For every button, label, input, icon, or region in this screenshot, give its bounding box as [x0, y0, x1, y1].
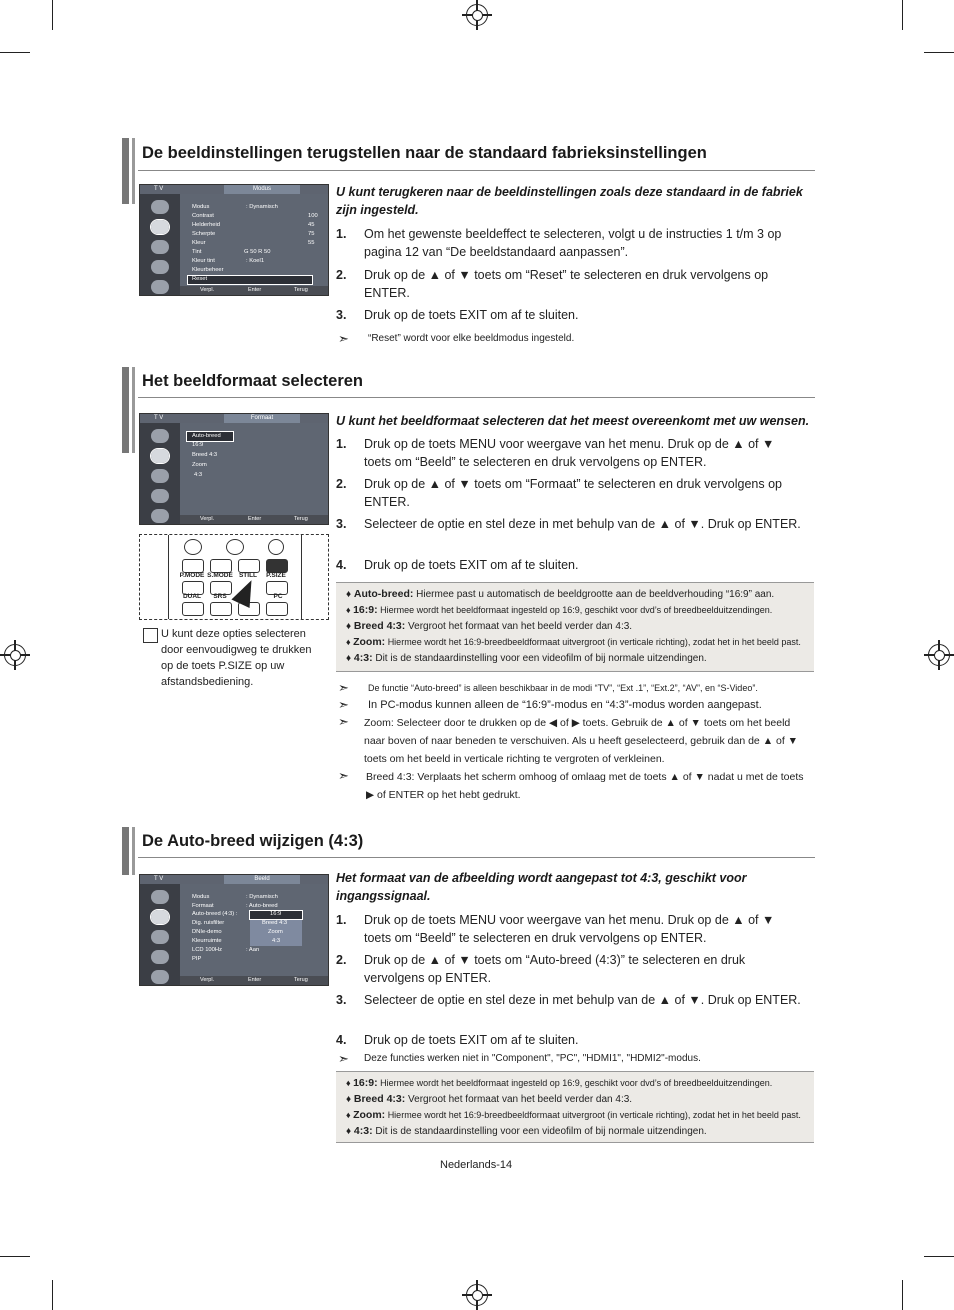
channel-icon: [151, 260, 169, 274]
remote-button-icon: [226, 539, 244, 555]
section-bar: [122, 367, 129, 453]
menu-row: Breed 4:3: [192, 452, 218, 458]
section-bar: [132, 138, 135, 204]
menu-row: Contrast 100: [192, 213, 318, 219]
remote-label: P.SIZE: [266, 572, 286, 579]
sound-icon: [151, 930, 169, 944]
note-arrow-icon: ➣: [338, 768, 349, 783]
menu-footer-enter: Enter: [248, 516, 262, 522]
remote-label: STILL: [238, 572, 258, 579]
still-button-icon: [238, 559, 260, 573]
menu-row: LCD 100Hz : Aan: [192, 947, 260, 953]
remote-label: S.MODE: [207, 572, 233, 579]
option-item: ♦ 4:3: Dit is de standaardinstelling voor een videofilm of bij normale uitzendingen.: [346, 652, 707, 664]
remote-control-illustration: [139, 534, 329, 620]
note-arrow-icon: ➣: [338, 680, 349, 695]
registration-mark-icon: [4, 644, 26, 666]
crop-mark: [0, 52, 30, 53]
section-rule: [138, 857, 815, 858]
menu-row-selected: Auto-breed: [192, 433, 221, 439]
option-item: ♦ Breed 4:3: Vergroot het formaat van het beeld verder dan 4:3.: [346, 1093, 633, 1105]
section-title: De Auto-breed wijzigen (4:3): [142, 832, 364, 850]
crop-mark: [52, 1280, 53, 1310]
step: 4. Druk op de toets EXIT om af te sluiten.: [336, 1033, 579, 1047]
psize-button-icon: [266, 559, 288, 573]
note-arrow-icon: ➣: [338, 714, 349, 729]
remote-button-icon: [184, 539, 202, 555]
registration-mark-icon: [466, 4, 488, 26]
input-icon: [151, 429, 169, 443]
setup-icon: [151, 280, 169, 294]
menu-tv-label: T V: [154, 186, 164, 192]
note: ➣ In PC-modus kunnen alleen de “16:9”-modus en “4:3”-modus worden aangepast.: [338, 697, 762, 712]
crop-mark: [52, 0, 53, 30]
crop-mark: [902, 1280, 903, 1310]
note: ➣ Breed 4:3: Verplaats het scherm omhoog of omlaag met de toets ▲ of ▼ nadat u met de toets ▶ of ENTER op het hebt gedrukt.: [338, 768, 804, 801]
crop-mark: [0, 1256, 30, 1257]
menu-row: Kleurruimte 4:3: [192, 938, 281, 944]
tv-menu-format: [139, 413, 329, 525]
remote-button-icon: [182, 602, 204, 616]
registration-mark-icon: [466, 1284, 488, 1306]
menu-row: Kleurbeheer: [192, 267, 224, 273]
picture-icon: [151, 910, 169, 924]
smode-button-icon: [210, 559, 232, 573]
picture-icon: [151, 449, 169, 463]
remote-label: P.MODE: [179, 572, 205, 579]
menu-footer-move: Verpl.: [200, 516, 215, 522]
menu-row-selected: Reset: [192, 276, 208, 282]
note: ➣ De functie “Auto-breed” is alleen beschikbaar in de modi “TV”, “Ext .1”, “Ext.2”, “AV”, en “S-Video”.: [338, 680, 758, 695]
hand-icon: [143, 628, 158, 643]
section-bar: [132, 367, 135, 453]
step: 2. Druk op de ▲ of ▼ toets om “Auto-breed (4:3)” te selecteren en druk vervolgens op ENTER.: [336, 953, 746, 985]
option-item: ♦ 16:9: Hiermee wordt het beeldformaat ingesteld op 16:9, geschikt voor dvd’s of breedbeelduitzendingen.: [346, 1077, 773, 1089]
menu-row: Scherpte 75: [192, 231, 315, 237]
menu-row: Kleur 55: [192, 240, 315, 246]
section-title: Het beeldformaat selecteren: [142, 372, 364, 390]
options-box: [336, 1071, 814, 1143]
section-bar: [122, 827, 129, 875]
menu-row: Helderheid 45: [192, 222, 315, 228]
menu-row: Zoom: [192, 462, 207, 468]
tv-menu-picture: [139, 874, 329, 986]
remote-button-icon: [266, 602, 288, 616]
menu-row: DNIe-demo Zoom: [192, 929, 283, 935]
option-item: ♦ Zoom: Hiermee wordt het 16:9-breedbeeldformaat uitvergroot (in verticale richting), zodat het in het beeld past.: [346, 1109, 801, 1121]
option-item: ♦ Breed 4:3: Vergroot het formaat van het beeld verder dan 4:3.: [346, 620, 633, 632]
step: 1. Druk op de toets MENU voor weergave van het menu. Druk op de ▲ of ▼ toets om “Beeld” te selecteren en druk vervolgens op ENTER.: [336, 913, 775, 945]
menu-row: Formaat : Auto-breed: [192, 903, 278, 909]
note-arrow-icon: ➣: [338, 697, 349, 712]
menu-title: Modus: [224, 185, 300, 194]
note: ➣ Deze functies werken niet in "Component", "PC", "HDMI1", "HDMI2"-modus.: [338, 1051, 701, 1066]
note: ➣ “Reset” wordt voor elke beeldmodus ingesteld.: [338, 331, 575, 346]
options-box: [336, 582, 814, 672]
menu-footer-enter: Enter: [248, 287, 262, 293]
tv-menu-reset: [139, 184, 329, 296]
menu-footer-back: Terug: [294, 287, 308, 293]
page-number: Nederlands-14: [440, 1159, 513, 1171]
menu-row: Kleur tint : Koel1: [192, 258, 265, 264]
menu-footer-enter: Enter: [248, 977, 262, 983]
remote-label: SRS: [213, 593, 227, 600]
crop-mark: [924, 1256, 954, 1257]
side-note: U kunt deze opties selecteren door eenvoudigweg te drukken op de toets P.SIZE op uw afstandsbediening.: [161, 628, 312, 688]
menu-row: 16:9: [192, 442, 204, 448]
crop-mark: [902, 0, 903, 30]
step: 3. Selecteer de optie en stel deze in met behulp van de ▲ of ▼. Druk op ENTER.: [336, 517, 801, 531]
pmode-button-icon: [182, 559, 204, 573]
menu-row: Dig. ruisfilter Breed 4:3: [192, 920, 288, 926]
menu-row: 4:3: [194, 472, 203, 478]
section-title: De beeldinstellingen terugstellen naar de standaard fabrieksinstellingen: [142, 144, 707, 162]
menu-footer-move: Verpl.: [200, 977, 215, 983]
menu-row: Modus : Dynamisch: [192, 204, 278, 210]
note: ➣ Zoom: Selecteer door te drukken op de ◀ of ▶ toets. Gebruik de ▲ of ▼ toets om het beeld naar boven of naar beneden te verschuiven. Als u heeft geselecteerd, gebruik dan de ▲ of ▼ toets om het beeld in verticale richting te vergroten of verkleinen.: [338, 714, 799, 765]
note-arrow-icon: ➣: [338, 331, 349, 346]
step: 2. Druk op de ▲ of ▼ toets om “Reset” te selecteren en druk vervolgens op ENTER.: [336, 268, 769, 300]
menu-title: Beeld: [224, 875, 300, 884]
note-arrow-icon: ➣: [338, 1051, 349, 1066]
section-bar: [122, 138, 129, 204]
input-icon: [151, 200, 169, 214]
option-item: ♦ 16:9: Hiermee wordt het beeldformaat ingesteld op 16:9, geschikt voor dvd’s of breedbeelduitzendingen.: [346, 604, 773, 616]
setup-icon: [151, 509, 169, 523]
menu-footer-back: Terug: [294, 977, 308, 983]
menu-row: PIP: [192, 956, 202, 962]
remote-button-icon: [268, 539, 284, 555]
channel-icon: [151, 489, 169, 503]
step: 3. Druk op de toets EXIT om af te sluiten.: [336, 308, 579, 322]
menu-footer-back: Terug: [294, 516, 308, 522]
setup-icon: [151, 970, 169, 984]
step: 1. Druk op de toets MENU voor weergave van het menu. Druk op de ▲ of ▼ toets om “Beeld” te selecteren en druk vervolgens op ENTER.: [336, 437, 775, 469]
menu-row: Tint G 50 R 50: [192, 249, 271, 255]
channel-icon: [151, 950, 169, 964]
step: 2. Druk op de ▲ of ▼ toets om “Formaat” te selecteren en druk vervolgens op ENTER.: [336, 477, 782, 509]
remote-label: PC: [273, 593, 283, 600]
menu-row: Modus : Dynamisch: [192, 894, 278, 900]
menu-title: Formaat: [224, 414, 300, 423]
option-item: ♦ Auto-breed: Hiermee past u automatisch de beeldgrootte aan de beeldverhouding “16:9” aan.: [346, 588, 775, 600]
menu-tv-label: T V: [154, 876, 164, 882]
section-intro: U kunt terugkeren naar de beeldinstellingen zoals deze standaard in de fabriek zijn ingesteld.: [336, 185, 803, 217]
menu-tv-label: T V: [154, 415, 164, 421]
step: 4. Druk op de toets EXIT om af te sluiten.: [336, 558, 579, 572]
picture-icon: [151, 220, 169, 234]
option-item: ♦ Zoom: Hiermee wordt het 16:9-breedbeeldformaat uitvergroot (in verticale richting), zodat het in het beeld past.: [346, 636, 801, 648]
option-item: ♦ 4:3: Dit is de standaardinstelling voor een videofilm of bij normale uitzendingen.: [346, 1125, 707, 1137]
section-intro: Het formaat van de afbeelding wordt aangepast tot 4:3, geschikt voor ingangssignaal.: [336, 871, 747, 903]
crop-mark: [924, 52, 954, 53]
step: 1. Om het gewenste beeldeffect te selecteren, volgt u de instructies 1 t/m 3 op pagina 12 van “De beeldstandaard aanpassen”.: [336, 227, 782, 259]
section-rule: [138, 170, 815, 171]
remote-label: DUAL: [182, 593, 202, 600]
menu-footer-move: Verpl.: [200, 287, 215, 293]
section-rule: [138, 397, 815, 398]
step: 3. Selecteer de optie en stel deze in met behulp van de ▲ of ▼. Druk op ENTER.: [336, 993, 801, 1007]
remote-button-icon: [210, 602, 232, 616]
registration-mark-icon: [928, 644, 950, 666]
sound-icon: [151, 240, 169, 254]
menu-row-selected: Auto-breed (4:3) : 16:9: [192, 911, 282, 917]
input-icon: [151, 890, 169, 904]
section-bar: [132, 827, 135, 875]
section-intro: U kunt het beeldformaat selecteren dat het meest overeenkomt met uw wensen.: [336, 414, 810, 428]
sound-icon: [151, 469, 169, 483]
